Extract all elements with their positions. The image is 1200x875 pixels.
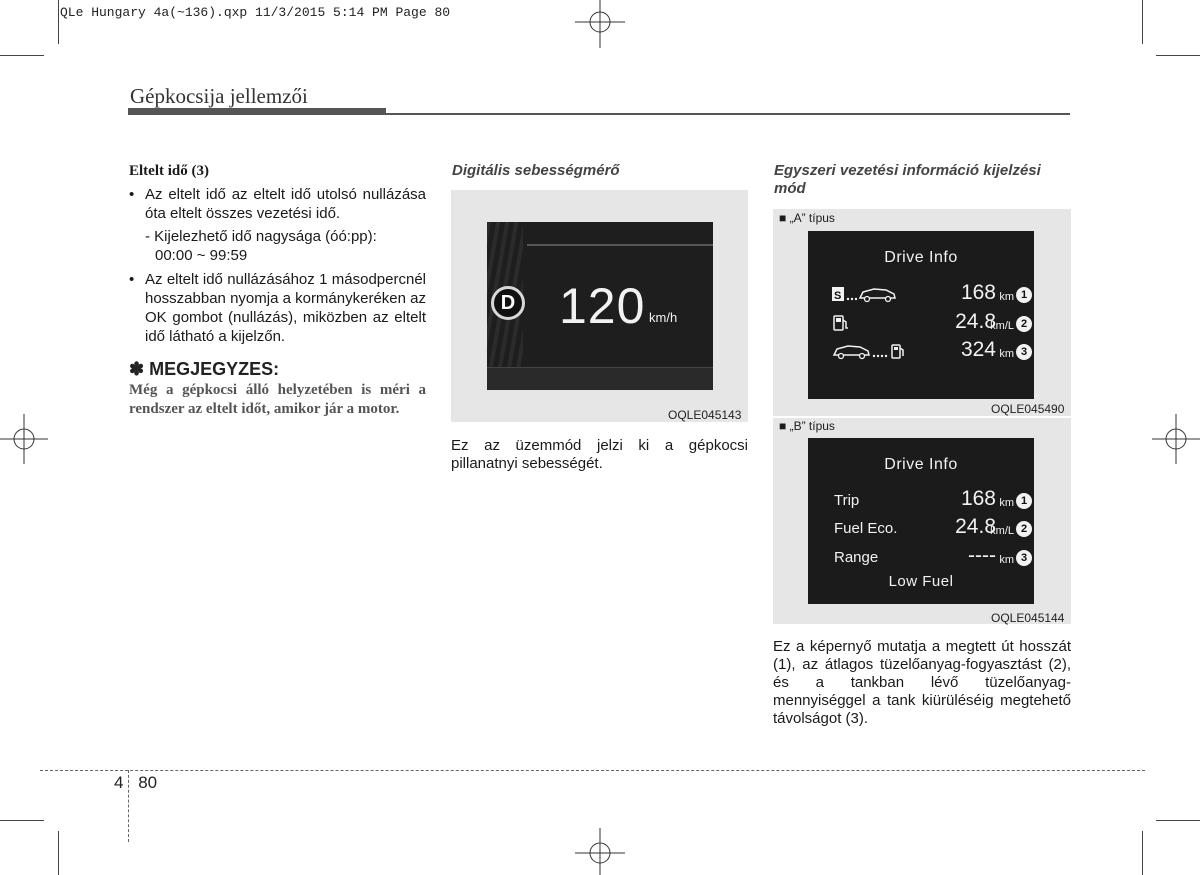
chapter-number: 4 xyxy=(114,773,124,792)
info-label: Trip xyxy=(834,492,860,509)
title-rule xyxy=(386,113,1070,115)
display-bottom-bar xyxy=(487,367,713,390)
page-number xyxy=(114,773,157,793)
page-number-value: 80 xyxy=(138,773,158,792)
image-code: OQLE045490 xyxy=(991,402,1065,416)
note-body: Még a gépkocsi álló helyzetében is méri a rendszer az eltelt időt, amikor jár a motor. xyxy=(129,382,426,417)
info-row-trip xyxy=(834,487,1028,511)
crop-mark xyxy=(1142,831,1143,875)
image-code: OQLE045143 xyxy=(668,408,742,422)
callout-badge: 2 xyxy=(1016,316,1032,332)
callout-badge: 2 xyxy=(1016,521,1032,537)
bullet-item: • Az eltelt idő az eltelt idő utolsó nullázása óta eltelt összes vezetési idő. xyxy=(129,185,426,223)
crop-mark xyxy=(1142,0,1143,44)
speed-unit: km/h xyxy=(649,310,678,325)
segment-badge: S xyxy=(834,290,842,302)
info-unit: km/L xyxy=(990,525,1014,537)
info-row-range xyxy=(834,544,1028,568)
title-bar xyxy=(128,108,386,115)
subsection-heading: Eltelt idő (3) xyxy=(129,163,209,179)
info-label: Fuel Eco. xyxy=(834,520,898,537)
info-unit: km/L xyxy=(990,320,1014,332)
info-label: Range xyxy=(834,549,879,566)
section-title: Gépkocsija jellemzői xyxy=(130,84,308,108)
info-unit: km xyxy=(999,497,1014,509)
footer-rule xyxy=(40,770,1145,771)
registration-mark-icon xyxy=(575,828,625,875)
info-row-fuel-eco xyxy=(834,515,1028,539)
crop-mark xyxy=(1156,55,1200,56)
info-unit: km xyxy=(999,348,1014,360)
note-title: ✽ MEGJEGYZES: xyxy=(129,359,280,379)
drive-info-screen-b xyxy=(808,438,1034,604)
info-value: 324 xyxy=(960,338,996,361)
crop-mark xyxy=(1156,820,1200,821)
registration-mark-icon xyxy=(575,0,625,48)
info-value: 168 xyxy=(960,281,996,304)
range-car-fuel-icon xyxy=(832,342,912,360)
callout-badge: 3 xyxy=(1016,344,1032,360)
print-header: QLe Hungary 4a(~136).qxp 11/3/2015 5:14 PM Page 80 xyxy=(60,5,451,20)
info-unit: km xyxy=(999,291,1014,303)
figure-caption: Egyszeri vezetési információ kijelzési mód xyxy=(774,162,1041,197)
sub-item xyxy=(129,227,426,265)
column-1 xyxy=(129,162,426,419)
low-fuel-warning: Low Fuel xyxy=(888,573,954,590)
drive-info-screen-a xyxy=(808,231,1034,399)
info-value: 168 xyxy=(960,487,996,510)
registration-mark-icon xyxy=(0,414,48,464)
info-row-trip xyxy=(832,281,1028,305)
callout-badge: 3 xyxy=(1016,550,1032,566)
body-text: Ez a képernyő mutatja a megtett út hosszát (1), az átlagos tüzelőanyag-fogyasztást (2), és a tankban lévő tüzelőanyag-mennyiséggel a tank kiürüléséig megtehető távolságot (3). xyxy=(773,638,1071,727)
info-value: 24.8 xyxy=(955,515,996,538)
gear-indicator: D xyxy=(491,286,525,320)
screen-title: Drive Info xyxy=(884,249,958,266)
image-code: OQLE045144 xyxy=(991,611,1065,625)
digital-speedometer-display xyxy=(487,222,713,390)
figure-caption: Digitális sebességmérő xyxy=(452,162,620,179)
body-text: Ez az üzemmód jelzi ki a gépkocsi pillanatnyi sebességét. xyxy=(451,437,748,472)
info-value: ---- xyxy=(968,544,996,567)
sub-item-line: 00:00 ~ 99:59 xyxy=(155,247,248,264)
info-unit: km xyxy=(999,554,1014,566)
screen-title: Drive Info xyxy=(884,456,958,473)
info-row-range xyxy=(832,338,1028,362)
crop-mark xyxy=(58,831,59,875)
fuel-pump-icon xyxy=(832,314,850,332)
speed-value: 120 xyxy=(559,278,646,334)
info-value: 24.8 xyxy=(955,310,996,333)
trip-car-icon xyxy=(832,285,898,303)
registration-mark-icon xyxy=(1152,414,1200,464)
callout-badge: 1 xyxy=(1016,287,1032,303)
crop-mark xyxy=(58,0,59,44)
info-row-fuel-eco xyxy=(832,310,1028,334)
sub-item-line: - Kijelezhető idő nagysága (óó:pp): xyxy=(145,228,377,245)
crop-mark xyxy=(0,55,44,56)
display-line xyxy=(527,244,713,246)
bullet-item: • Az eltelt idő nullázásához 1 másodpercnél hosszabban nyomja a kormánykeréken az OK gombot (nullázás), miközben az eltelt idő látható a kijelzőn. xyxy=(129,270,426,346)
type-label: ■ „B” típus xyxy=(779,419,835,433)
crop-mark xyxy=(0,820,44,821)
type-label: ■ „A” típus xyxy=(779,211,835,225)
callout-badge: 1 xyxy=(1016,493,1032,509)
